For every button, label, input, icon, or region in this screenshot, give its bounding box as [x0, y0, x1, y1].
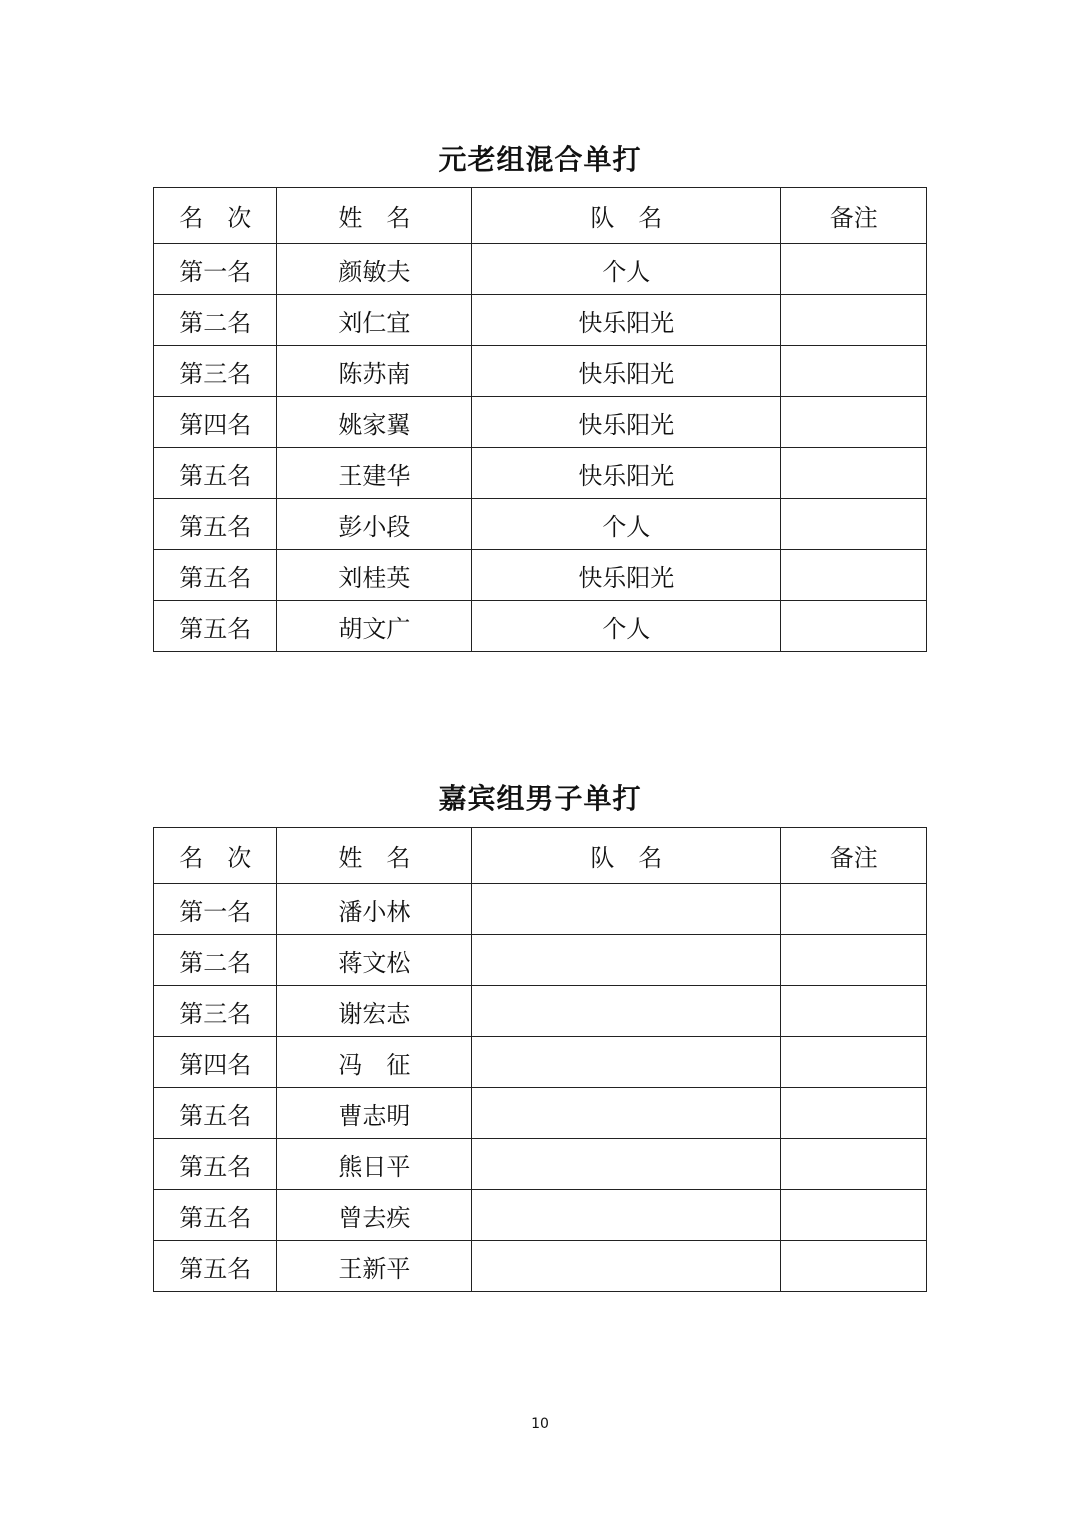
name-cell: 彭小段 — [277, 499, 472, 550]
name-cell: 姚家翼 — [277, 397, 472, 448]
note-cell — [781, 448, 927, 499]
table-row — [154, 1190, 927, 1241]
table-header-row — [154, 188, 927, 244]
table-row — [154, 295, 927, 346]
rank-cell: 第四名 — [154, 397, 277, 448]
team-cell: 快乐阳光 — [472, 448, 781, 499]
rank-cell: 第二名 — [154, 935, 277, 986]
name-cell: 颜敏夫 — [277, 244, 472, 295]
table-header-row — [154, 828, 927, 884]
name-cell: 谢宏志 — [277, 986, 472, 1037]
team-cell — [472, 935, 781, 986]
note-cell — [781, 1190, 927, 1241]
table-row — [154, 1088, 927, 1139]
name-cell: 陈苏南 — [277, 346, 472, 397]
rank-cell: 第五名 — [154, 1241, 277, 1292]
note-cell — [781, 550, 927, 601]
rank-cell: 第五名 — [154, 499, 277, 550]
header-name: 姓 名 — [277, 188, 472, 244]
rank-cell: 第五名 — [154, 1088, 277, 1139]
note-cell — [781, 397, 927, 448]
note-cell — [781, 1241, 927, 1292]
results-table-veteran-mixed-singles — [153, 187, 927, 652]
rank-cell: 第二名 — [154, 295, 277, 346]
name-cell: 曾去疾 — [277, 1190, 472, 1241]
team-cell: 快乐阳光 — [472, 295, 781, 346]
header-team: 队 名 — [472, 188, 781, 244]
team-cell: 快乐阳光 — [472, 346, 781, 397]
rank-cell: 第五名 — [154, 1190, 277, 1241]
note-cell — [781, 1037, 927, 1088]
page-number: 10 — [531, 1416, 549, 1432]
team-cell — [472, 1190, 781, 1241]
name-cell: 冯 征 — [277, 1037, 472, 1088]
name-cell: 曹志明 — [277, 1088, 472, 1139]
table-row — [154, 601, 927, 652]
rank-cell: 第三名 — [154, 986, 277, 1037]
note-cell — [781, 935, 927, 986]
table-row — [154, 935, 927, 986]
header-team: 队 名 — [472, 828, 781, 884]
header-name: 姓 名 — [277, 828, 472, 884]
rank-cell: 第五名 — [154, 1139, 277, 1190]
table-row — [154, 1139, 927, 1190]
name-cell: 胡文广 — [277, 601, 472, 652]
rank-cell: 第四名 — [154, 1037, 277, 1088]
note-cell — [781, 601, 927, 652]
note-cell — [781, 884, 927, 935]
name-cell: 潘小林 — [277, 884, 472, 935]
rank-cell: 第五名 — [154, 448, 277, 499]
header-note: 备注 — [781, 188, 927, 244]
team-cell — [472, 1241, 781, 1292]
team-cell — [472, 1037, 781, 1088]
note-cell — [781, 986, 927, 1037]
team-cell — [472, 1139, 781, 1190]
team-cell: 个人 — [472, 601, 781, 652]
team-cell: 个人 — [472, 244, 781, 295]
table-row — [154, 550, 927, 601]
note-cell — [781, 295, 927, 346]
name-cell: 熊日平 — [277, 1139, 472, 1190]
header-note: 备注 — [781, 828, 927, 884]
note-cell — [781, 346, 927, 397]
header-rank: 名 次 — [154, 188, 277, 244]
team-cell: 个人 — [472, 499, 781, 550]
table-row — [154, 1241, 927, 1292]
team-cell: 快乐阳光 — [472, 397, 781, 448]
rank-cell: 第五名 — [154, 601, 277, 652]
note-cell — [781, 1139, 927, 1190]
table-row — [154, 397, 927, 448]
table-row — [154, 986, 927, 1037]
note-cell — [781, 244, 927, 295]
table-row — [154, 884, 927, 935]
section-title-veteran-mixed-singles: 元老组混合单打 — [438, 143, 642, 176]
name-cell: 王建华 — [277, 448, 472, 499]
rank-cell: 第三名 — [154, 346, 277, 397]
table-row — [154, 499, 927, 550]
header-rank: 名 次 — [154, 828, 277, 884]
team-cell — [472, 986, 781, 1037]
table-row — [154, 448, 927, 499]
table-row — [154, 1037, 927, 1088]
note-cell — [781, 499, 927, 550]
name-cell: 蒋文松 — [277, 935, 472, 986]
rank-cell: 第一名 — [154, 244, 277, 295]
team-cell — [472, 1088, 781, 1139]
note-cell — [781, 1088, 927, 1139]
name-cell: 王新平 — [277, 1241, 472, 1292]
name-cell: 刘桂英 — [277, 550, 472, 601]
section-title-guest-mens-singles: 嘉宾组男子单打 — [438, 782, 642, 815]
table-row — [154, 244, 927, 295]
team-cell — [472, 884, 781, 935]
table-row — [154, 346, 927, 397]
rank-cell: 第五名 — [154, 550, 277, 601]
results-table-guest-mens-singles — [153, 827, 927, 1292]
team-cell: 快乐阳光 — [472, 550, 781, 601]
name-cell: 刘仁宜 — [277, 295, 472, 346]
rank-cell: 第一名 — [154, 884, 277, 935]
